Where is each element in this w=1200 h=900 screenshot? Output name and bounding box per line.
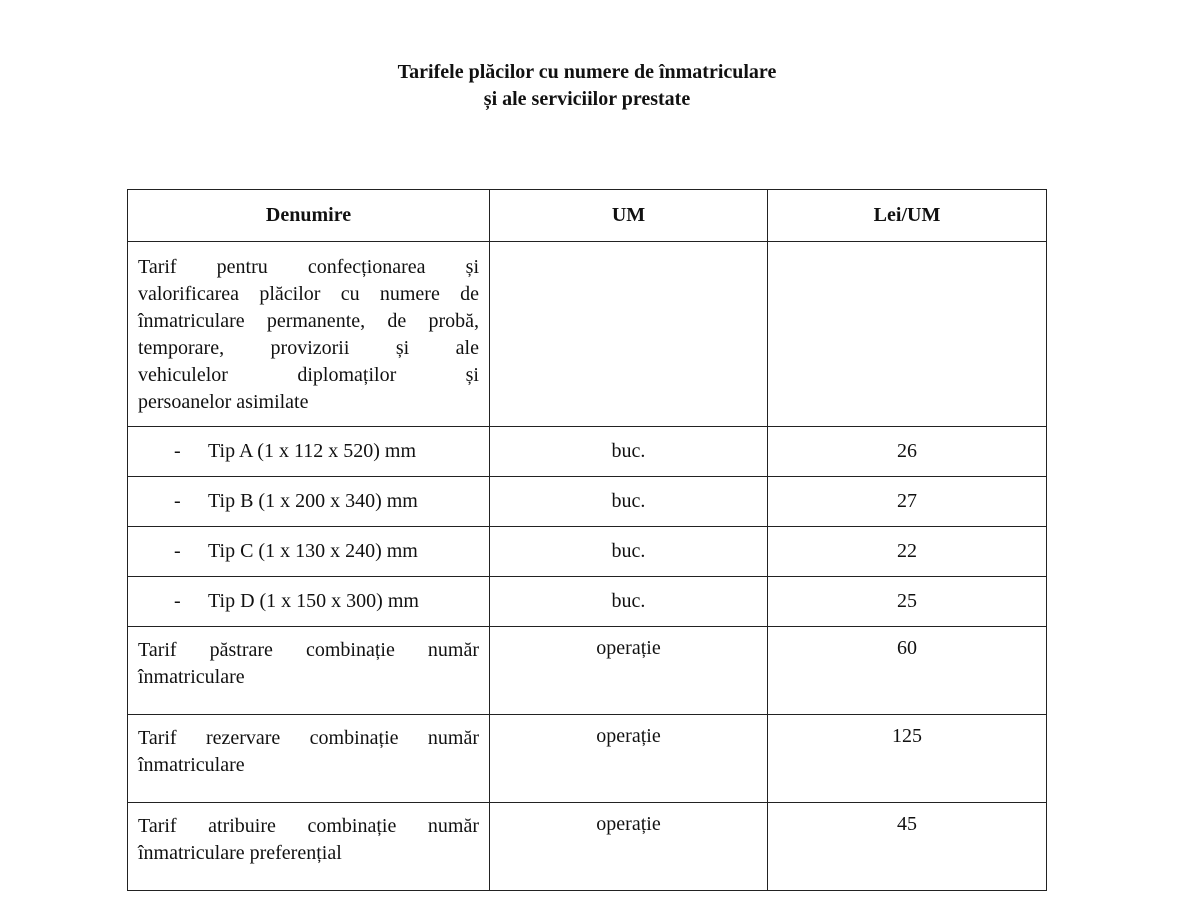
service-price: 60 (768, 627, 1047, 715)
type-um: buc. (490, 477, 768, 527)
title-line-1: Tarifele plăcilor cu numere de înmatriculare (397, 61, 777, 83)
desc-line: Tarif rezervare combinație număr (138, 727, 479, 749)
table-row (128, 803, 1047, 891)
desc-line: înmatriculare (138, 754, 245, 776)
type-um: buc. (490, 577, 768, 627)
type-name (128, 527, 490, 577)
dash: - (174, 440, 181, 462)
type-label: Tip A (1 x 112 x 520) mm (208, 440, 416, 462)
table-row (128, 242, 1047, 427)
service-um: operație (490, 715, 768, 803)
intro-um (490, 242, 768, 427)
type-um: buc. (490, 527, 768, 577)
table-row (128, 477, 1047, 527)
service-price: 45 (768, 803, 1047, 891)
title-line-2: și ale serviciilor prestate (483, 88, 691, 110)
service-name (128, 715, 490, 803)
dash: - (174, 490, 181, 512)
desc-line: valorificarea plăcilor cu numere de (138, 283, 479, 305)
type-label: Tip B (1 x 200 x 340) mm (208, 490, 418, 512)
intro-description (128, 242, 490, 427)
header-lei-um: Lei/UM (768, 190, 1047, 242)
header-denumire: Denumire (128, 190, 490, 242)
desc-line: Tarif pentru confecționarea și (138, 256, 479, 278)
document-title (0, 59, 1174, 113)
desc-line: înmatriculare preferențial (138, 842, 342, 864)
type-name (128, 577, 490, 627)
desc-line: Tarif păstrare combinație număr (138, 639, 479, 661)
desc-line: Tarif atribuire combinație număr (138, 815, 479, 837)
type-name (128, 427, 490, 477)
dash: - (174, 590, 181, 612)
type-price: 27 (768, 477, 1047, 527)
service-um: operație (490, 627, 768, 715)
desc-line: înmatriculare permanente, de probă, (138, 310, 479, 332)
desc-line: vehiculelor diplomaților și (138, 364, 479, 386)
tariff-table (127, 189, 1047, 891)
table-row (128, 577, 1047, 627)
type-price: 26 (768, 427, 1047, 477)
dash: - (174, 540, 181, 562)
desc-line: persoanelor asimilate (138, 391, 309, 413)
service-name (128, 627, 490, 715)
table-header-row (128, 190, 1047, 242)
desc-line: temporare, provizorii și ale (138, 337, 479, 359)
header-um: UM (490, 190, 768, 242)
service-price: 125 (768, 715, 1047, 803)
type-price: 22 (768, 527, 1047, 577)
service-um: operație (490, 803, 768, 891)
type-um: buc. (490, 427, 768, 477)
type-label: Tip D (1 x 150 x 300) mm (208, 590, 419, 612)
desc-line: înmatriculare (138, 666, 245, 688)
type-name (128, 477, 490, 527)
intro-price (768, 242, 1047, 427)
table-row (128, 427, 1047, 477)
table-row (128, 527, 1047, 577)
table-row (128, 627, 1047, 715)
table-row (128, 715, 1047, 803)
service-name (128, 803, 490, 891)
type-label: Tip C (1 x 130 x 240) mm (208, 540, 418, 562)
type-price: 25 (768, 577, 1047, 627)
